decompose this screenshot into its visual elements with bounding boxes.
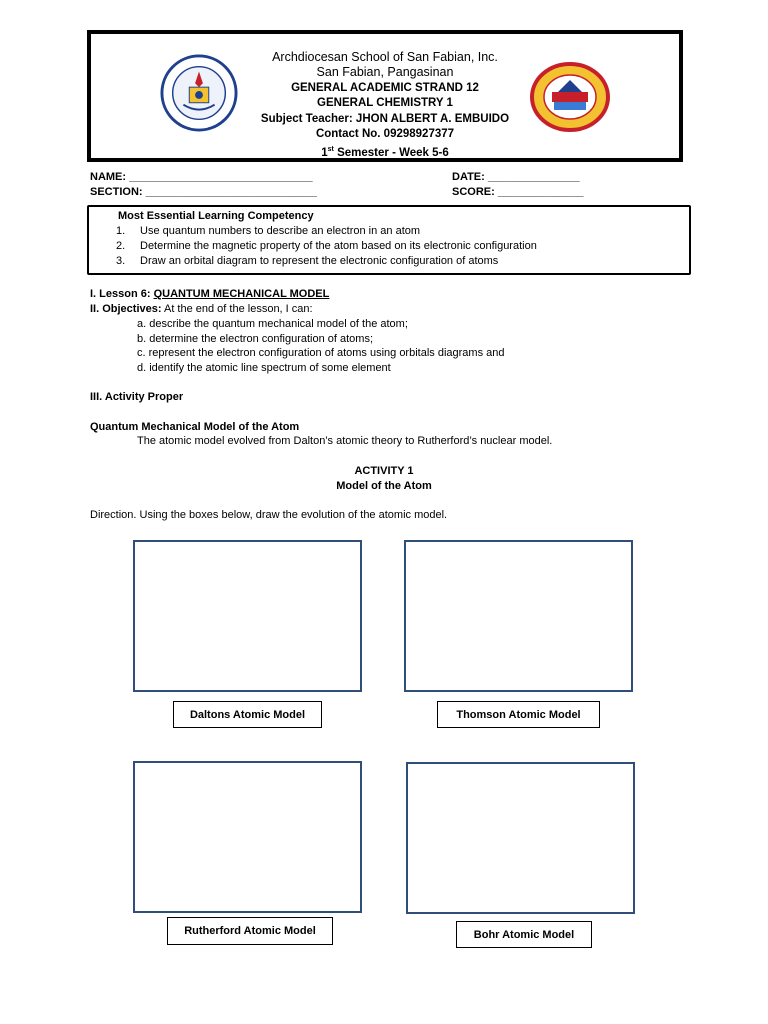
semester-rest: Semester - Week 5-6 bbox=[333, 147, 449, 160]
thomson-drawing-box[interactable] bbox=[404, 540, 633, 692]
school-name: Archdiocesan School of San Fabian, Inc. bbox=[272, 50, 498, 64]
activity-title: ACTIVITY 1 bbox=[354, 465, 414, 477]
lesson-title: QUANTUM MECHANICAL MODEL bbox=[153, 288, 330, 300]
activity-proper-heading: III. Activity Proper bbox=[90, 391, 184, 403]
name-field[interactable]: NAME: ______________________________ bbox=[90, 171, 313, 183]
competency-title: Most Essential Learning Competency bbox=[118, 210, 314, 222]
qm-text: The atomic model evolved from Dalton’s atomic theory to Rutherford’s nuclear model. bbox=[137, 435, 553, 447]
objectives-label: II. Objectives: bbox=[90, 303, 162, 315]
competency-num: 1. bbox=[116, 225, 126, 237]
qm-title: Quantum Mechanical Model of the Atom bbox=[90, 421, 300, 433]
teacher: Subject Teacher: JHON ALBERT A. EMBUIDO bbox=[260, 112, 510, 125]
school-location: San Fabian, Pangasinan bbox=[316, 65, 454, 80]
semester-sup: st bbox=[327, 146, 334, 154]
lesson-prefix: I. Lesson 6: bbox=[90, 288, 154, 300]
objective-item: c. represent the electron configuration of atoms using orbitals diagrams and bbox=[137, 347, 505, 359]
semester bbox=[180, 142, 590, 161]
competency-num: 3. bbox=[116, 255, 126, 267]
rutherford-label: Rutherford Atomic Model bbox=[167, 917, 333, 945]
date-field[interactable]: DATE: _______________ bbox=[452, 171, 580, 183]
objective-item: b. determine the electron configuration of atoms; bbox=[137, 333, 374, 345]
competency-text: Determine the magnetic property of the atom based on its electronic configuration bbox=[140, 240, 537, 252]
lesson-heading bbox=[90, 288, 329, 300]
competency-num: 2. bbox=[116, 240, 126, 252]
objective-item: d. identify the atomic line spectrum of some element bbox=[137, 362, 391, 374]
daltons-label: Daltons Atomic Model bbox=[173, 701, 322, 728]
competency-item bbox=[116, 255, 498, 267]
activity-direction: Direction. Using the boxes below, draw the evolution of the atomic model. bbox=[90, 509, 448, 521]
contact: Contact No. 09298927377 bbox=[315, 128, 455, 141]
strand: GENERAL ACADEMIC STRAND 12 bbox=[291, 81, 479, 94]
daltons-drawing-box[interactable] bbox=[133, 540, 362, 692]
rutherford-drawing-box[interactable] bbox=[133, 761, 362, 913]
objectives-intro: At the end of the lesson, I can: bbox=[161, 303, 313, 315]
header-text bbox=[180, 50, 590, 162]
competency-item bbox=[116, 225, 420, 237]
thomson-label: Thomson Atomic Model bbox=[437, 701, 600, 728]
activity-subtitle: Model of the Atom bbox=[336, 480, 432, 492]
subject: GENERAL CHEMISTRY 1 bbox=[317, 97, 453, 110]
semester-num: 1 bbox=[321, 147, 328, 160]
objectives-heading bbox=[90, 303, 313, 315]
bohr-drawing-box[interactable] bbox=[406, 762, 635, 914]
competency-item bbox=[116, 240, 537, 252]
section-field[interactable]: SECTION: ____________________________ bbox=[90, 186, 317, 198]
bohr-label: Bohr Atomic Model bbox=[456, 921, 592, 948]
competency-text: Draw an orbital diagram to represent the electronic configuration of atoms bbox=[140, 255, 499, 267]
score-field[interactable]: SCORE: ______________ bbox=[452, 186, 584, 198]
competency-text: Use quantum numbers to describe an electron in an atom bbox=[140, 225, 421, 237]
objective-item: a. describe the quantum mechanical model of the atom; bbox=[137, 318, 408, 330]
